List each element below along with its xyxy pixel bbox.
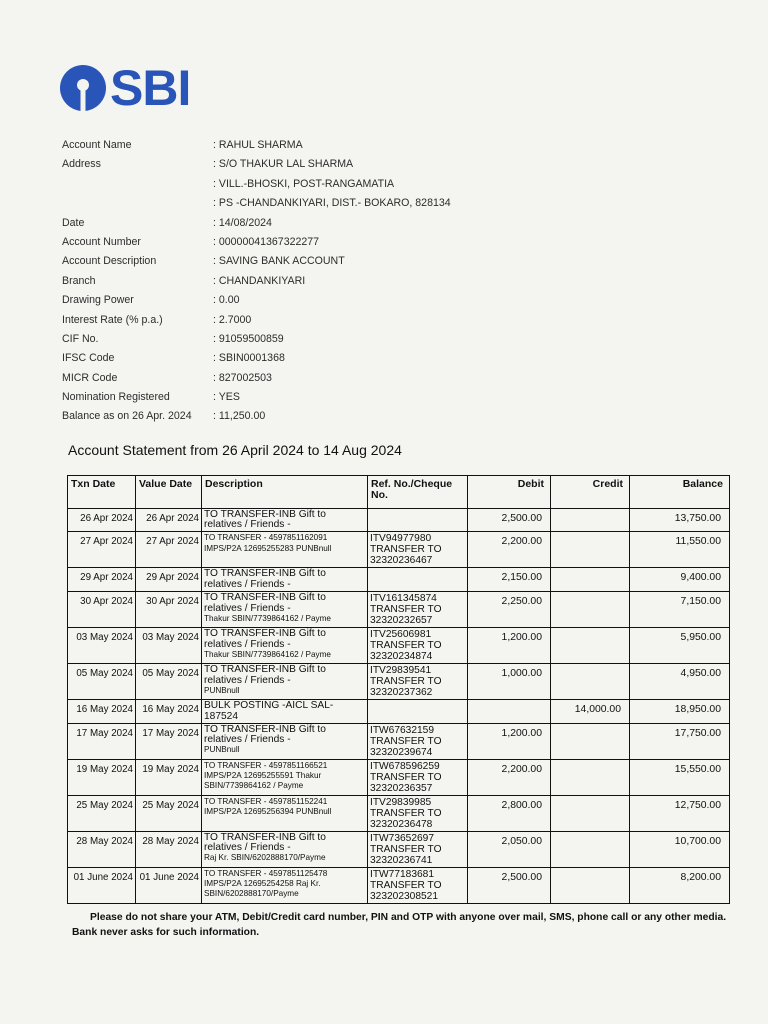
info-label: Account Description [62,255,157,268]
sbi-keyhole-logo-icon [58,63,108,113]
header-credit: Credit [551,476,630,509]
credit-cell [551,867,630,903]
info-value: : 14/08/2024 [213,216,272,229]
info-label: Interest Rate (% p.a.) [62,313,163,326]
value-date-cell: 03 May 2024 [136,628,202,664]
info-value: : 827002503 [213,371,272,384]
debit-cell: 2,200.00 [468,532,551,568]
brand-name: SBI [110,60,191,116]
description-cell [202,592,368,628]
description-cell [202,723,368,759]
table-row [68,628,730,664]
sbi-logo [58,62,190,114]
description-cell [202,867,368,903]
description-text: TO TRANSFER-INB Gift to relatives / Friends - [204,831,326,854]
debit-cell: 2,500.00 [468,867,551,903]
ref-cell [368,795,468,831]
description-cell [202,509,368,532]
balance-cell: 9,400.00 [630,568,730,592]
description-text: BULK POSTING -AICL SAL-187524 [204,700,334,722]
value-date-cell: 19 May 2024 [136,759,202,795]
description-detail: TO TRANSFER - 4597851162091 IMPS/P2A 12695255283 PUNBnull [204,533,332,553]
txn-date-cell: 25 May 2024 [68,795,136,831]
txn-date-cell: 03 May 2024 [68,628,136,664]
ref-text: ITV94977980 TRANSFER TO 32320236467 [370,533,442,567]
header-txn-date: Txn Date [68,476,136,509]
debit-cell: 2,500.00 [468,509,551,532]
description-detail: TO TRANSFER - 4597851166521 IMPS/P2A 12695255591 Thakur SBIN/7739864162 / Payme [204,760,328,791]
credit-cell [551,592,630,628]
info-value: : 11,250.00 [213,410,266,423]
debit-cell: 2,800.00 [468,795,551,831]
security-note-text: Please do not share your ATM, Debit/Credit card number, PIN and OTP with anyone over mail, SMS, phone call or any other media. Bank never asks for such information. [72,912,727,938]
balance-cell: 7,150.00 [630,592,730,628]
balance-cell: 5,950.00 [630,628,730,664]
ref-text: ITV161345874 TRANSFER TO 32320232657 [370,593,442,627]
ref-cell [368,867,468,903]
header-value-date: Value Date [136,476,202,509]
debit-cell: 1,200.00 [468,723,551,759]
info-value: : S/O THAKUR LAL SHARMA [213,158,354,171]
description-cell [202,759,368,795]
ref-cell [368,628,468,664]
info-value: : SAVING BANK ACCOUNT [213,255,345,268]
table-row [68,723,730,759]
security-note [72,910,742,940]
ref-cell [368,592,468,628]
txn-date-cell: 26 Apr 2024 [68,509,136,532]
txn-date-cell: 27 Apr 2024 [68,532,136,568]
ref-text: ITW678596259 TRANSFER TO 32320236357 [370,760,442,794]
description-cell [202,664,368,700]
description-text: TO TRANSFER-INB Gift to relatives / Friends - [204,592,326,614]
txn-date-cell: 28 May 2024 [68,831,136,867]
value-date-cell: 17 May 2024 [136,723,202,759]
description-detail: Raj Kr. SBIN/6202888170/Payme [204,853,326,863]
value-date-cell: 05 May 2024 [136,664,202,700]
value-date-cell: 30 Apr 2024 [136,592,202,628]
description-detail: Thakur SBIN/7739864162 / Payme [204,649,331,659]
balance-cell: 8,200.00 [630,867,730,903]
info-value: : RAHUL SHARMA [213,139,303,151]
credit-cell [551,509,630,532]
txn-date-cell: 16 May 2024 [68,700,136,723]
balance-cell: 15,550.00 [630,759,730,795]
table-row [68,532,730,568]
debit-cell: 2,250.00 [468,592,551,628]
info-value: : CHANDANKIYARI [213,274,306,287]
table-row [68,700,730,723]
description-detail: Thakur SBIN/7739864162 / Payme [204,613,331,623]
ref-text: ITW73652697 TRANSFER TO 32320236741 [370,832,442,866]
debit-cell [468,700,551,723]
info-label: Account Name [62,139,132,151]
ref-cell [368,532,468,568]
statement-title: Account Statement from 26 April 2024 to 14 Aug 2024 [68,442,402,458]
description-cell [202,628,368,664]
table-row [68,509,730,532]
table-row [68,759,730,795]
description-detail: PUNBnull [204,685,240,695]
table-row [68,568,730,592]
info-label: Drawing Power [62,294,134,307]
description-detail: PUNBnull [204,745,240,755]
credit-cell [551,568,630,592]
credit-cell [551,628,630,664]
debit-cell: 2,050.00 [468,831,551,867]
info-label: Account Number [62,235,141,248]
balance-cell: 11,550.00 [630,532,730,568]
ref-cell [368,831,468,867]
table-header-row [68,476,730,509]
balance-cell: 13,750.00 [630,509,730,532]
table-row [68,795,730,831]
credit-cell [551,759,630,795]
txn-date-cell: 29 Apr 2024 [68,568,136,592]
debit-cell: 2,200.00 [468,759,551,795]
description-text: TO TRANSFER-INB Gift to relatives / Friends - [204,664,326,686]
description-detail: TO TRANSFER - 4597851152241 IMPS/P2A 12695256394 PUNBnull [204,796,332,817]
info-value: : 2.7000 [213,313,252,326]
description-cell [202,700,368,723]
balance-cell: 18,950.00 [630,700,730,723]
credit-cell [551,831,630,867]
ref-text: ITV29839541 TRANSFER TO 32320237362 [370,665,442,699]
credit-cell: 14,000.00 [551,700,630,723]
balance-cell: 12,750.00 [630,795,730,831]
ref-cell [368,723,468,759]
credit-cell [551,664,630,700]
credit-cell [551,723,630,759]
info-label: MICR Code [62,371,118,384]
table-row [68,867,730,903]
info-value: : 00000041367322277 [213,235,320,248]
description-text: TO TRANSFER-INB Gift to relatives / Friends - [204,628,326,650]
txn-date-cell: 19 May 2024 [68,759,136,795]
header-description: Description [202,476,368,509]
header-debit: Debit [468,476,551,509]
description-cell [202,795,368,831]
info-value: : PS -CHANDANKIYARI, DIST.- BOKARO, 828134 [213,197,451,210]
info-label: CIF No. [62,332,99,345]
description-cell [202,831,368,867]
credit-cell [551,532,630,568]
transactions-table [67,475,730,904]
ref-cell [368,664,468,700]
ref-cell [368,700,468,723]
value-date-cell: 01 June 2024 [136,867,202,903]
txn-date-cell: 05 May 2024 [68,664,136,700]
value-date-cell: 25 May 2024 [136,795,202,831]
info-value: : YES [213,391,240,404]
description-text: TO TRANSFER-INB Gift to relatives / Friends - [204,509,326,531]
ref-text: ITW67632159 TRANSFER TO 32320239674 [370,724,442,758]
ref-cell [368,509,468,532]
value-date-cell: 27 Apr 2024 [136,532,202,568]
table-row [68,831,730,867]
value-date-cell: 29 Apr 2024 [136,568,202,592]
header-ref: Ref. No./Cheque No. [368,476,468,509]
balance-cell: 17,750.00 [630,723,730,759]
header-balance: Balance [630,476,730,509]
debit-cell: 2,150.00 [468,568,551,592]
info-label: Date [62,216,85,229]
value-date-cell: 16 May 2024 [136,700,202,723]
info-value: : SBIN0001368 [213,352,285,365]
balance-cell: 10,700.00 [630,831,730,867]
description-text: TO TRANSFER-INB Gift to relatives / Friends - [204,723,326,746]
info-value: : 91059500859 [213,332,284,345]
txn-date-cell: 17 May 2024 [68,723,136,759]
table-row [68,592,730,628]
info-label: Branch [62,274,96,287]
balance-cell: 4,950.00 [630,664,730,700]
ref-text: ITV29839985 TRANSFER TO 32320236478 [370,796,442,830]
txn-date-cell: 30 Apr 2024 [68,592,136,628]
value-date-cell: 26 Apr 2024 [136,509,202,532]
ref-cell [368,568,468,592]
debit-cell: 1,200.00 [468,628,551,664]
ref-text: ITW77183681 TRANSFER TO 323202308521 [370,868,442,902]
description-detail: TO TRANSFER - 4597851125478 IMPS/P2A 12695254258 Raj Kr. SBIN/6202888170/Payme [204,868,328,899]
value-date-cell: 28 May 2024 [136,831,202,867]
info-value: : VILL.-BHOSKI, POST-RANGAMATIA [213,177,395,190]
credit-cell [551,795,630,831]
debit-cell: 1,000.00 [468,664,551,700]
info-label: Balance as on 26 Apr. 2024 [62,410,192,423]
description-cell [202,568,368,592]
ref-cell [368,759,468,795]
description-text: TO TRANSFER-INB Gift to relatives / Friends - [204,568,326,590]
ref-text: ITV25606981 TRANSFER TO 32320234874 [370,629,442,663]
info-label: IFSC Code [62,352,115,365]
info-label: Address [62,158,101,171]
description-cell [202,532,368,568]
info-value: : 0.00 [213,294,240,307]
table-row [68,664,730,700]
txn-date-cell: 01 June 2024 [68,867,136,903]
info-label: Nomination Registered [62,391,170,404]
